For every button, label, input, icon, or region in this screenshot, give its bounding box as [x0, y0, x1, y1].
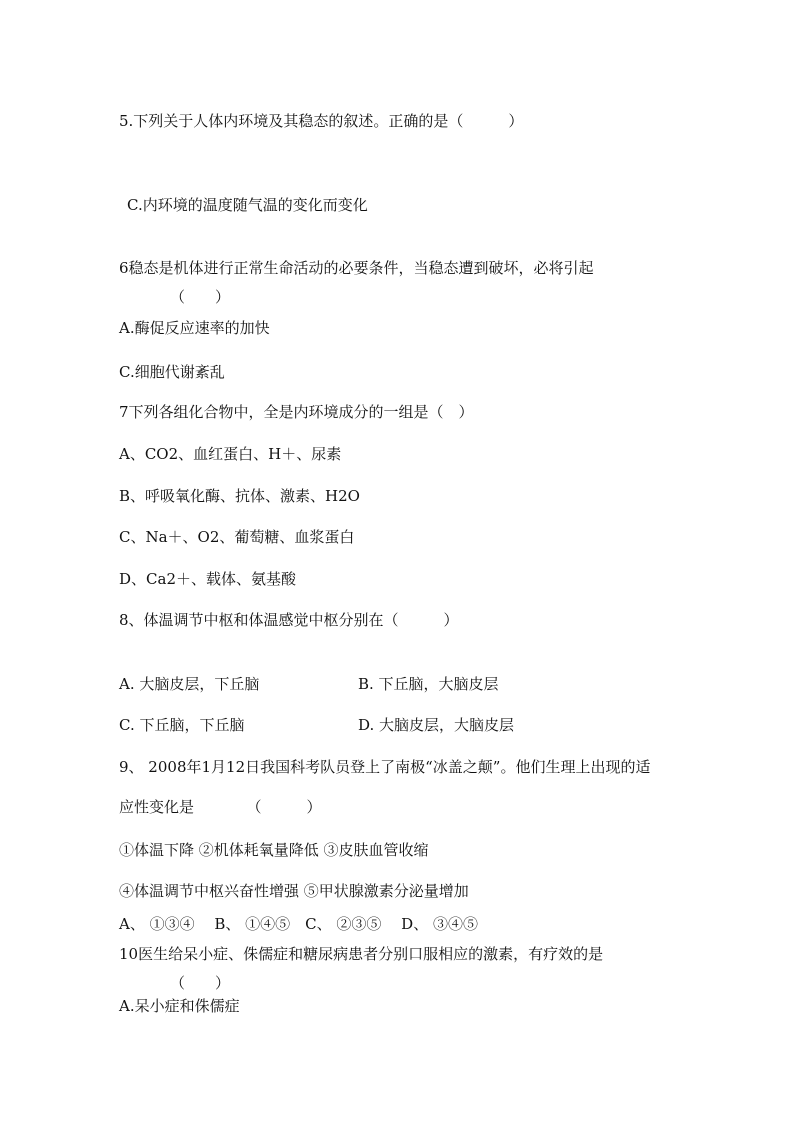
q6-paren: （ ）: [170, 288, 231, 306]
q7-stem: 7下列各组化合物中，全是内环境成分的一组是（ ）: [119, 403, 474, 421]
q6-stem: 6稳态是机体进行正常生命活动的必要条件，当稳态遭到破坏，必将引起: [119, 259, 594, 277]
q7-option-a: A、CO2、血红蛋白、H＋、尿素: [119, 445, 342, 463]
q6-option-a: A.酶促反应速率的加快: [119, 319, 270, 337]
q9-items-line1: ①体温下降 ②机体耗氧量降低 ③皮肤血管收缩: [119, 841, 429, 859]
q8-option-c: C. 下丘脑，下丘脑: [119, 716, 245, 734]
q9-stem-line2: 应性变化是 （ ）: [119, 798, 322, 816]
q8-option-a: A. 大脑皮层，下丘脑: [119, 675, 260, 693]
q5-stem: 5.下列关于人体内环境及其稳态的叙述。正确的是（ ）: [119, 112, 524, 130]
q5-option-c: C.内环境的温度随气温的变化而变化: [127, 196, 368, 214]
q8-option-d: D. 大脑皮层，大脑皮层: [358, 716, 515, 734]
q9-options: A、 ①③④ B、 ①④⑤ C、 ②③⑤ D、 ③④⑤: [119, 915, 478, 933]
q7-option-b: B、呼吸氧化酶、抗体、激素、H2O: [119, 487, 360, 505]
q8-stem: 8、体温调节中枢和体温感觉中枢分别在（ ）: [119, 611, 459, 629]
q8-option-b: B. 下丘脑，大脑皮层: [358, 675, 499, 693]
q10-stem: 10医生给呆小症、侏儒症和糖尿病患者分别口服相应的激素，有疗效的是: [119, 945, 604, 963]
q9-stem-line1: 9、 2008年1月12日我国科考队员登上了南极“冰盖之颠”。他们生理上出现的适: [119, 758, 651, 776]
q10-paren: （ ）: [170, 974, 231, 992]
q6-option-c: C.细胞代谢紊乱: [119, 363, 225, 381]
q7-option-c: C、Na＋、O2、葡萄糖、血浆蛋白: [119, 528, 355, 546]
q10-option-a: A.呆小症和侏儒症: [119, 997, 240, 1015]
q9-items-line2: ④体温调节中枢兴奋性增强 ⑤甲状腺激素分泌量增加: [119, 882, 469, 900]
q7-option-d: D、Ca2＋、载体、氨基酸: [119, 570, 296, 588]
